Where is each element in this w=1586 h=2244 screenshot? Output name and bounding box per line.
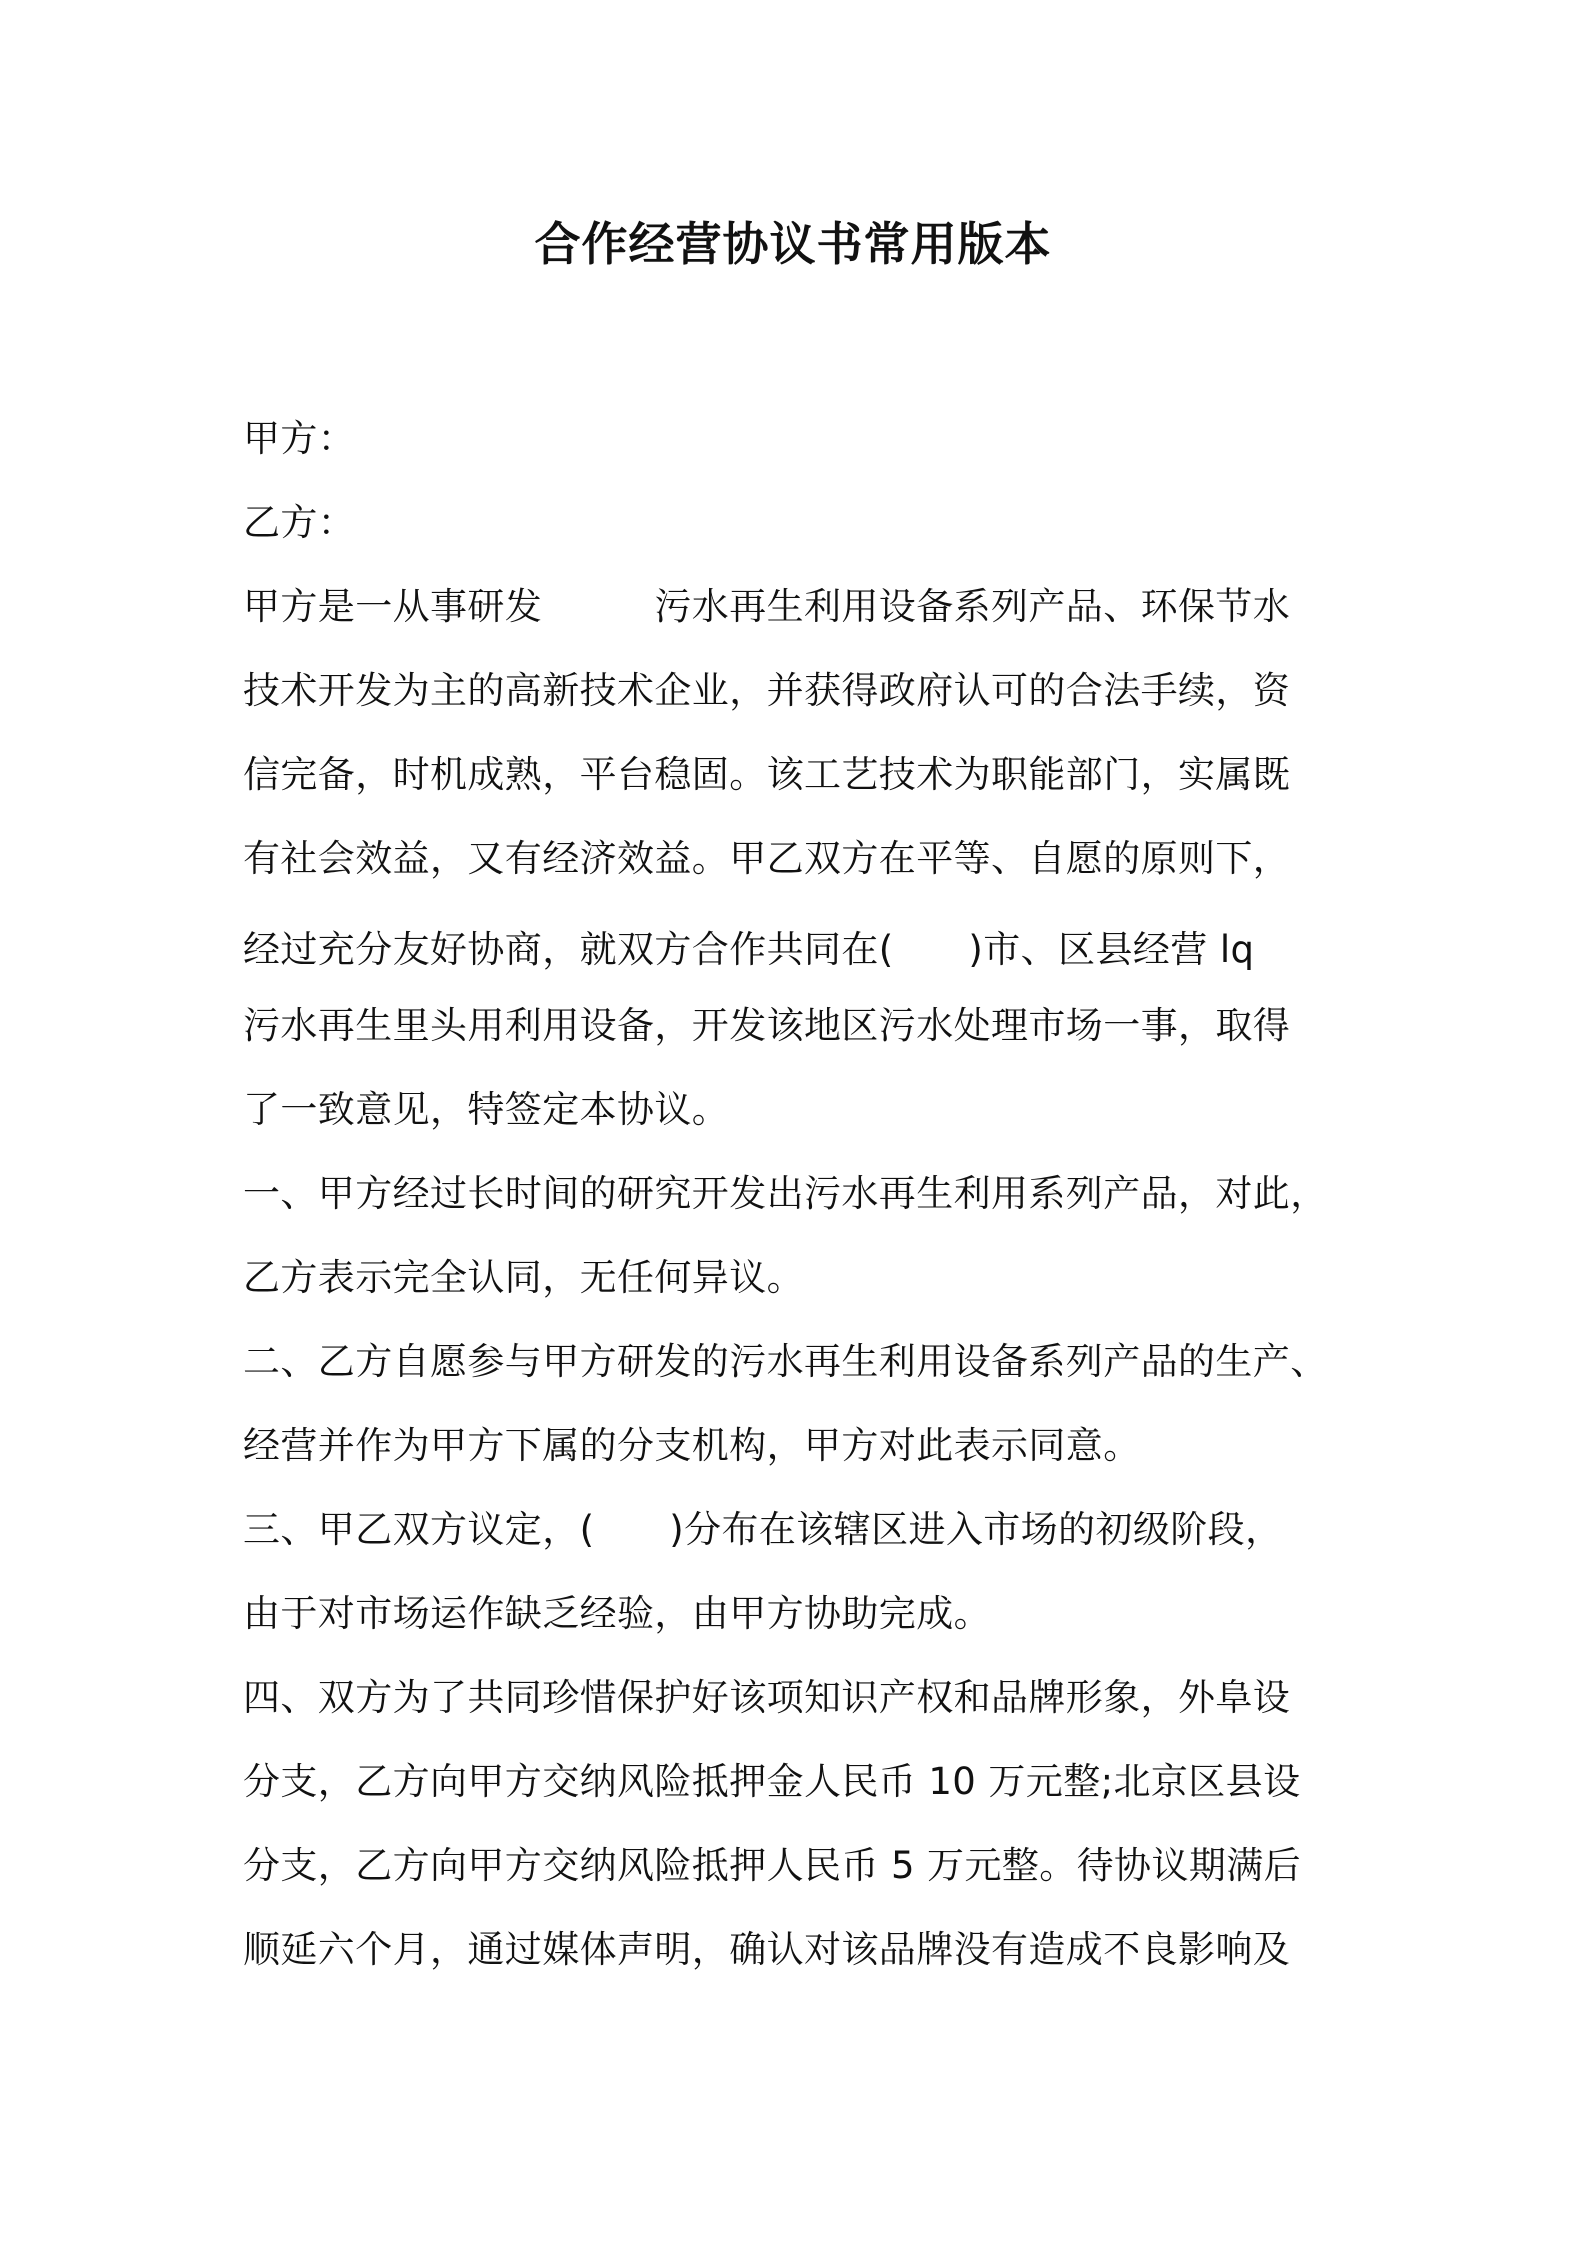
party-a-label: 甲方： (243, 417, 356, 460)
clause-3-line: 三、甲乙双方议定，( )分布在该辖区进入市场的初级阶段， (243, 1508, 1283, 1551)
clause-4-line: 顺延六个月，通过媒体声明，确认对该品牌没有造成不良影响及 (243, 1928, 1291, 1971)
body-line: 技术开发为主的高新技术企业，并获得政府认可的合法手续，资 (243, 669, 1291, 712)
document-title: 合作经营协议书常用版本 (534, 217, 1052, 271)
clause-4-line: 分支，乙方向甲方交纳风险抵押人民币 5 万元整。待协议期满后 (243, 1844, 1302, 1887)
clause-2-line: 经营并作为甲方下属的分支机构，甲方对此表示同意。 (243, 1424, 1141, 1467)
clause-4-line: 分支，乙方向甲方交纳风险抵押金人民币 10 万元整;北京区县设 (243, 1760, 1301, 1803)
body-line: 信完备，时机成熟，平台稳固。该工艺技术为职能部门，实属既 (243, 753, 1291, 796)
body-line: 经过充分友好协商，就双方合作共同在( )市、区县经营 lq (243, 928, 1255, 971)
body-line: 污水再生里头用利用设备，开发该地区污水处理市场一事，取得 (243, 1004, 1291, 1047)
party-b-label: 乙方： (243, 501, 356, 544)
clause-2-line: 二、乙方自愿参与甲方研发的污水再生利用设备系列产品的生产、 (243, 1340, 1328, 1383)
body-line: 甲方是一从事研发 污水再生利用设备系列产品、环保节水 (243, 585, 1291, 628)
body-line: 了一致意见，特签定本协议。 (243, 1088, 730, 1131)
clause-1-line: 一、甲方经过长时间的研究开发出污水再生利用系列产品，对此， (243, 1172, 1328, 1215)
clause-3-line: 由于对市场运作缺乏经验，由甲方协助完成。 (243, 1592, 991, 1635)
body-line: 有社会效益，又有经济效益。甲乙双方在平等、自愿的原则下， (243, 837, 1291, 880)
clause-4-line: 四、双方为了共同珍惜保护好该项知识产权和品牌形象，外阜设 (243, 1676, 1291, 1719)
clause-1-line: 乙方表示完全认同，无任何异议。 (243, 1256, 804, 1299)
